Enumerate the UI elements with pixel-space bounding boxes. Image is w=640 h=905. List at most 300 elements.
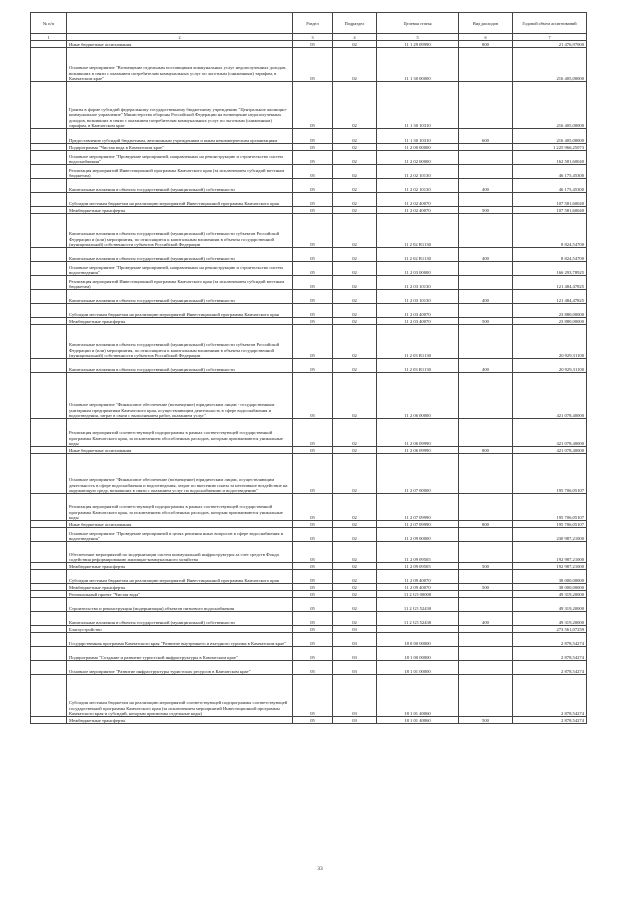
row-razdel: 05 [293, 419, 333, 447]
row-amount: 20 929,31100 [513, 325, 587, 359]
row-expense-type: 600 [459, 129, 513, 144]
row-number [31, 563, 67, 570]
row-name: Реализация мероприятий соответствующей подпрограммы в рамках соответствующей государственной программы Камчатского края, за исключением обособленных расходов, которым присваиваются уникальные коды [67, 494, 293, 521]
row-number [31, 626, 67, 633]
row-target-article: 11 2 06 09990 [377, 447, 459, 454]
row-number [31, 179, 67, 193]
row-number [31, 144, 67, 151]
row-number [31, 447, 67, 454]
table-row [31, 129, 587, 144]
column-number: 6 [459, 34, 513, 41]
row-name: Обеспечение мероприятий по модернизации систем коммунальной инфраструктуры за счет средств Фонда содействия реформированию жилищно-коммунального хозяйства [67, 542, 293, 563]
row-amount: 166 293,78925 [513, 262, 587, 276]
row-amount: 216 405,00000 [513, 48, 587, 82]
header-expense-type: Вид расходов [459, 13, 513, 34]
row-number [31, 454, 67, 494]
row-razdel: 05 [293, 262, 333, 276]
row-target-article: 11 2 09 09505 [377, 563, 459, 570]
row-number [31, 373, 67, 419]
row-name: Субсидии местным бюджетам на реализацию мероприятий Инвестиционной программы Камчатского края [67, 570, 293, 584]
row-podrazdel: 02 [333, 193, 377, 207]
row-amount: 2 878,54274 [513, 717, 587, 724]
row-razdel: 05 [293, 675, 333, 717]
row-target-article: 11 2 09 09505 [377, 542, 459, 563]
table-row [31, 276, 587, 290]
row-number [31, 325, 67, 359]
row-razdel: 05 [293, 248, 333, 262]
row-expense-type [459, 494, 513, 521]
table-row [31, 359, 587, 373]
row-razdel: 05 [293, 633, 333, 647]
row-target-article: 18 1 01 40060 [377, 717, 459, 724]
row-number [31, 494, 67, 521]
table-row [31, 325, 587, 359]
row-number [31, 584, 67, 591]
row-target-article: 11 1 30 10310 [377, 129, 459, 144]
row-razdel: 05 [293, 494, 333, 521]
column-number: 5 [377, 34, 459, 41]
table-row [31, 447, 587, 454]
row-razdel: 05 [293, 612, 333, 626]
row-razdel: 05 [293, 661, 333, 675]
table-row [31, 633, 587, 647]
row-number [31, 675, 67, 717]
row-target-article: 11 2 02 00000 [377, 151, 459, 165]
row-target-article: 11 2 06 09990 [377, 419, 459, 447]
row-expense-type [459, 193, 513, 207]
table-row [31, 262, 587, 276]
row-razdel: 05 [293, 129, 333, 144]
row-name: Капитальные вложения в объекты государственной (муниципальной) собственности [67, 290, 293, 304]
row-expense-type [459, 598, 513, 612]
row-target-article: 11 2 02 10130 [377, 179, 459, 193]
row-razdel: 05 [293, 276, 333, 290]
row-razdel: 05 [293, 542, 333, 563]
row-razdel: 05 [293, 290, 333, 304]
row-amount: 46 175,45300 [513, 179, 587, 193]
row-amount: 38 000,00000 [513, 570, 587, 584]
row-number [31, 214, 67, 248]
table-row [31, 612, 587, 626]
row-amount: 230 987,21000 [513, 528, 587, 542]
row-podrazdel: 03 [333, 633, 377, 647]
row-name: Капитальные вложения в объекты государственной (муниципальной) собственности [67, 248, 293, 262]
row-expense-type [459, 214, 513, 248]
row-name: Подпрограмма "Чистая вода в Камчатском крае" [67, 144, 293, 151]
row-amount: 421 078,40000 [513, 447, 587, 454]
row-name: Региональный проект "Чистая вода" [67, 591, 293, 598]
row-amount: 20 929,31100 [513, 359, 587, 373]
row-expense-type [459, 626, 513, 633]
row-expense-type [459, 591, 513, 598]
row-target-article: 11 2 03 R1130 [377, 359, 459, 373]
row-amount: 421 078,40000 [513, 373, 587, 419]
row-name: Капитальные вложения в объекты государственной (муниципальной) собственности субъектов Российской Федерации и (или) мероприятия, по относящиеся к капитальным вложениям в объекты государственной (муниципальной) собственности субъектов Российской Федерации [67, 214, 293, 248]
row-expense-type [459, 647, 513, 661]
row-name: Реализация мероприятий соответствующей подпрограммы в рамках соответствующей государственной программы Камчатского края, за исключением обособленных расходов, которым присваиваются уникальные коды [67, 419, 293, 447]
row-expense-type [459, 373, 513, 419]
table-row [31, 373, 587, 419]
row-amount: 21 476,97000 [513, 41, 587, 48]
row-razdel: 05 [293, 447, 333, 454]
row-expense-type [459, 276, 513, 290]
row-number [31, 129, 67, 144]
column-number: 4 [333, 34, 377, 41]
row-target-article: 11 2 02 40070 [377, 207, 459, 214]
row-amount: 216 405,00000 [513, 129, 587, 144]
row-number [31, 82, 67, 129]
table-row [31, 151, 587, 165]
row-amount: 107 581,60040 [513, 193, 587, 207]
row-podrazdel: 02 [333, 151, 377, 165]
row-target-article: 11 2 09 40070 [377, 570, 459, 584]
table-row [31, 419, 587, 447]
row-expense-type [459, 82, 513, 129]
row-podrazdel: 02 [333, 290, 377, 304]
row-razdel: 05 [293, 570, 333, 584]
row-razdel: 05 [293, 647, 333, 661]
row-target-article: 18 0 00 00000 [377, 633, 459, 647]
row-expense-type: 400 [459, 179, 513, 193]
row-razdel: 05 [293, 48, 333, 82]
table-row [31, 454, 587, 494]
row-expense-type [459, 144, 513, 151]
budget-table [30, 12, 587, 724]
row-amount: 162 581,60040 [513, 151, 587, 165]
row-name: Реализация мероприятий Инвестиционной программы Камчатского края (за исключением субсидий местным бюджетам) [67, 165, 293, 179]
row-target-article: 11 1 29 09990 [377, 41, 459, 48]
table-row [31, 675, 587, 717]
row-amount: 195 706,05107 [513, 521, 587, 528]
row-podrazdel: 02 [333, 129, 377, 144]
row-target-article: 11 1 30 00000 [377, 48, 459, 82]
row-podrazdel: 02 [333, 584, 377, 591]
row-amount: 195 706,05107 [513, 494, 587, 521]
column-number: 3 [293, 34, 333, 41]
header-name [67, 13, 293, 34]
row-number [31, 165, 67, 179]
row-expense-type: 800 [459, 447, 513, 454]
row-razdel: 05 [293, 193, 333, 207]
row-expense-type: 500 [459, 584, 513, 591]
row-name: Основное мероприятие "Финансовое обеспечение (возмещение) юридическим лицам - государственным унитарным предприятиям Камчатского края, осуществляющим деятельность в сфере водоснабжения и водоотведения, затрат в связи с выполнением работ, оказанием услуг" [67, 373, 293, 419]
row-amount: 2 878,54274 [513, 675, 587, 717]
row-razdel: 05 [293, 144, 333, 151]
row-target-article: 11 2 03 10130 [377, 290, 459, 304]
budget-table-page [30, 12, 586, 724]
row-number [31, 262, 67, 276]
row-amount: 8 824,54700 [513, 248, 587, 262]
row-amount: 49 319,20000 [513, 598, 587, 612]
header-razdel: Раздел [293, 13, 333, 34]
table-row [31, 570, 587, 584]
column-number: 1 [31, 34, 67, 41]
table-row [31, 528, 587, 542]
row-expense-type: 800 [459, 41, 513, 48]
row-podrazdel: 02 [333, 542, 377, 563]
row-number [31, 612, 67, 626]
row-target-article: 11 2 02 40070 [377, 193, 459, 207]
row-expense-type [459, 151, 513, 165]
row-razdel: 05 [293, 325, 333, 359]
row-number [31, 359, 67, 373]
row-expense-type [459, 454, 513, 494]
row-name: Субсидии местным бюджетам на реализацию мероприятий Инвестиционной программы Камчатского края [67, 193, 293, 207]
row-name: Межбюджетные трансферты [67, 584, 293, 591]
row-expense-type [459, 304, 513, 318]
row-podrazdel: 02 [333, 570, 377, 584]
row-expense-type [459, 165, 513, 179]
row-name: Капитальные вложения в объекты государственной (муниципальной) собственности [67, 359, 293, 373]
row-amount: 2 878,54274 [513, 647, 587, 661]
row-razdel: 05 [293, 521, 333, 528]
table-row [31, 647, 587, 661]
row-name: Капитальные вложения в объекты государственной (муниципальной) собственности [67, 179, 293, 193]
row-razdel: 05 [293, 598, 333, 612]
row-expense-type: 500 [459, 717, 513, 724]
row-number [31, 290, 67, 304]
row-razdel: 05 [293, 584, 333, 591]
row-amount: 49 319,20000 [513, 591, 587, 598]
table-row [31, 165, 587, 179]
row-name: Межбюджетные трансферты [67, 563, 293, 570]
row-podrazdel: 02 [333, 144, 377, 151]
row-amount: 46 175,45300 [513, 165, 587, 179]
row-podrazdel: 02 [333, 48, 377, 82]
row-razdel: 05 [293, 359, 333, 373]
row-razdel: 05 [293, 214, 333, 248]
row-podrazdel: 02 [333, 591, 377, 598]
row-name: Основное мероприятие "Развитие инфраструктуры туристских ресурсов в Камчатском крае" [67, 661, 293, 675]
row-podrazdel: 02 [333, 318, 377, 325]
row-expense-type [459, 48, 513, 82]
row-name: Субсидии местным бюджетам на реализацию мероприятий соответствующей подпрограммы соответствующей государственной программы Камчатского края (за исключением мероприятий Инвестиционной программы Камчатского края и субсидий, которым присвоены отдельные коды) [67, 675, 293, 717]
row-number [31, 207, 67, 214]
row-number [31, 647, 67, 661]
row-target-article: 11 2 G5 52430 [377, 612, 459, 626]
row-podrazdel: 02 [333, 528, 377, 542]
row-expense-type [459, 542, 513, 563]
row-number [31, 151, 67, 165]
row-razdel: 05 [293, 563, 333, 570]
row-razdel: 05 [293, 179, 333, 193]
row-expense-type [459, 570, 513, 584]
row-razdel: 05 [293, 151, 333, 165]
row-number [31, 193, 67, 207]
row-target-article: 11 1 30 10310 [377, 82, 459, 129]
row-amount: 49 319,20000 [513, 612, 587, 626]
row-number [31, 248, 67, 262]
row-razdel: 05 [293, 304, 333, 318]
row-podrazdel: 02 [333, 82, 377, 129]
table-row [31, 661, 587, 675]
row-name: Иные бюджетные ассигнования [67, 521, 293, 528]
row-amount: 2 878,54274 [513, 661, 587, 675]
table-row [31, 494, 587, 521]
row-podrazdel: 02 [333, 521, 377, 528]
table-row [31, 542, 587, 563]
table-row [31, 290, 587, 304]
row-name: Предоставление субсидий бюджетным, автономным учреждениям и иным некоммерческим организациям [67, 129, 293, 144]
row-name: Основное мероприятие "Проведение мероприятий, направленных на реконструкцию и строительство систем водоотведения" [67, 262, 293, 276]
column-number: 7 [513, 34, 587, 41]
row-amount: 2 878,54274 [513, 633, 587, 647]
row-razdel: 05 [293, 528, 333, 542]
table-row [31, 521, 587, 528]
row-amount: 195 706,05107 [513, 454, 587, 494]
row-expense-type: 400 [459, 612, 513, 626]
row-podrazdel: 03 [333, 717, 377, 724]
row-number [31, 591, 67, 598]
row-amount: 192 987,21000 [513, 542, 587, 563]
row-name: Гранты в форме субсидий федеральному государственному бюджетному учреждению "Центральное жилищно-коммунальное управление" Министерства обороны Российской Федерации на возмещение недополученных доходов, возникших в связи с оказанием потребителям коммунальных услуг по льготным (сниженным) тарифам, в Камчатском крае [67, 82, 293, 129]
row-podrazdel: 02 [333, 276, 377, 290]
row-podrazdel: 02 [333, 325, 377, 359]
row-podrazdel: 02 [333, 165, 377, 179]
column-numbers-row [31, 34, 587, 41]
row-name: Основное мероприятие "Финансовое обеспечение (возмещение) юридическим лицам, осуществляющим деятельность в сфере водоснабжения и водоотведения, затрат по внесению платы за негативное воздействие на окружающую среду, возникших в связи с оказанием услуг по водоснабжению и водоотведению" [67, 454, 293, 494]
row-amount: 107 581,60040 [513, 207, 587, 214]
header-annual-amount: Годовой объем ассигнований [513, 13, 587, 34]
row-podrazdel: 02 [333, 207, 377, 214]
table-row [31, 82, 587, 129]
row-number [31, 717, 67, 724]
row-target-article: 11 2 09 40070 [377, 584, 459, 591]
row-podrazdel: 02 [333, 248, 377, 262]
row-razdel: 05 [293, 207, 333, 214]
row-podrazdel: 02 [333, 262, 377, 276]
row-target-article: 11 2 09 00000 [377, 528, 459, 542]
row-razdel: 05 [293, 41, 333, 48]
table-row [31, 193, 587, 207]
row-expense-type: 400 [459, 248, 513, 262]
table-row [31, 598, 587, 612]
row-podrazdel: 02 [333, 304, 377, 318]
row-target-article: 11 2 06 00000 [377, 373, 459, 419]
row-podrazdel: 02 [333, 214, 377, 248]
row-razdel: 05 [293, 82, 333, 129]
table-row [31, 179, 587, 193]
row-name: Межбюджетные трансферты [67, 207, 293, 214]
row-expense-type [459, 661, 513, 675]
row-target-article [377, 626, 459, 633]
row-amount: 23 880,00000 [513, 304, 587, 318]
row-expense-type: 800 [459, 521, 513, 528]
page-number: 33 [317, 866, 323, 872]
row-amount: 23 880,00000 [513, 318, 587, 325]
row-name: Подпрограмма "Создание и развитие туристской инфраструктуры в Камчатском крае" [67, 647, 293, 661]
row-number [31, 48, 67, 82]
row-amount: 216 405,00000 [513, 82, 587, 129]
row-amount: 192 987,21000 [513, 563, 587, 570]
row-amount: 121 484,47825 [513, 290, 587, 304]
row-podrazdel: 02 [333, 598, 377, 612]
table-row [31, 591, 587, 598]
table-row [31, 717, 587, 724]
row-razdel: 05 [293, 373, 333, 419]
row-name: Иные бюджетные ассигнования [67, 447, 293, 454]
row-target-article: 11 2 07 00000 [377, 454, 459, 494]
row-podrazdel: 02 [333, 179, 377, 193]
row-podrazdel: 02 [333, 563, 377, 570]
row-target-article: 11 2 07 09990 [377, 521, 459, 528]
row-podrazdel: 02 [333, 419, 377, 447]
header-number: № п/п [31, 13, 67, 34]
row-target-article: 11 2 07 09990 [377, 494, 459, 521]
row-expense-type [459, 633, 513, 647]
row-name: Капитальные вложения в объекты государственной (муниципальной) собственности субъектов Российской Федерации и (или) мероприятия, по относящиеся к капитальным вложениям в объекты государственной (муниципальной) собственности субъектов Российской Федерации [67, 325, 293, 359]
row-number [31, 318, 67, 325]
row-number [31, 598, 67, 612]
row-number [31, 41, 67, 48]
row-target-article: 11 2 03 R1130 [377, 325, 459, 359]
row-target-article: 11 2 00 00000 [377, 144, 459, 151]
row-target-article: 11 2 03 10130 [377, 276, 459, 290]
row-amount: 121 484,47825 [513, 276, 587, 290]
row-name: Субсидии местным бюджетам на реализацию мероприятий Инвестиционной программы Камчатского края [67, 304, 293, 318]
row-name: Строительство и реконструкция (модернизация) объектов питьевого водоснабжения [67, 598, 293, 612]
row-razdel: 05 [293, 591, 333, 598]
row-podrazdel: 02 [333, 359, 377, 373]
table-row [31, 304, 587, 318]
row-name: Основное мероприятие "Проведение мероприятий, направленных на реконструкцию и строительство систем водоснабжения" [67, 151, 293, 165]
row-name: Государственная программа Камчатского края "Развитие внутреннего и въездного туризма в Камчатском крае" [67, 633, 293, 647]
row-number [31, 633, 67, 647]
row-razdel: 05 [293, 165, 333, 179]
row-target-article: 11 2 03 40070 [377, 318, 459, 325]
row-target-article: 11 2 02 R1130 [377, 248, 459, 262]
row-amount: 8 824,54700 [513, 214, 587, 248]
row-number [31, 521, 67, 528]
row-name: Межбюджетные трансферты [67, 318, 293, 325]
row-razdel: 05 [293, 717, 333, 724]
row-expense-type: 500 [459, 207, 513, 214]
row-podrazdel: 02 [333, 373, 377, 419]
row-expense-type: 400 [459, 290, 513, 304]
row-number [31, 542, 67, 563]
row-razdel: 05 [293, 454, 333, 494]
row-expense-type [459, 325, 513, 359]
table-row [31, 584, 587, 591]
row-expense-type: 500 [459, 563, 513, 570]
row-amount: 1 225 966,25073 [513, 144, 587, 151]
row-name: Межбюджетные трансферты [67, 717, 293, 724]
row-number [31, 570, 67, 584]
row-name: Основное мероприятие "Проведение мероприятий в целях решения иных вопросов в сфере водоснабжения и водоотведения" [67, 528, 293, 542]
row-target-article: 11 2 G5 00000 [377, 591, 459, 598]
row-target-article: 18 1 01 00000 [377, 661, 459, 675]
row-number [31, 304, 67, 318]
row-number [31, 419, 67, 447]
header-podrazdel: Подраздел [333, 13, 377, 34]
table-row [31, 144, 587, 151]
row-target-article: 18 1 01 40060 [377, 675, 459, 717]
table-row [31, 214, 587, 248]
table-body [31, 41, 587, 724]
row-target-article: 11 2 02 10130 [377, 165, 459, 179]
column-number: 2 [67, 34, 293, 41]
row-name: Благоустройство [67, 626, 293, 633]
row-podrazdel: 02 [333, 447, 377, 454]
table-row [31, 41, 587, 48]
row-podrazdel: 02 [333, 612, 377, 626]
row-target-article: 11 2 03 40070 [377, 304, 459, 318]
row-podrazdel: 02 [333, 41, 377, 48]
table-header-row [31, 13, 587, 34]
row-expense-type [459, 528, 513, 542]
row-podrazdel: 02 [333, 454, 377, 494]
table-row [31, 626, 587, 633]
